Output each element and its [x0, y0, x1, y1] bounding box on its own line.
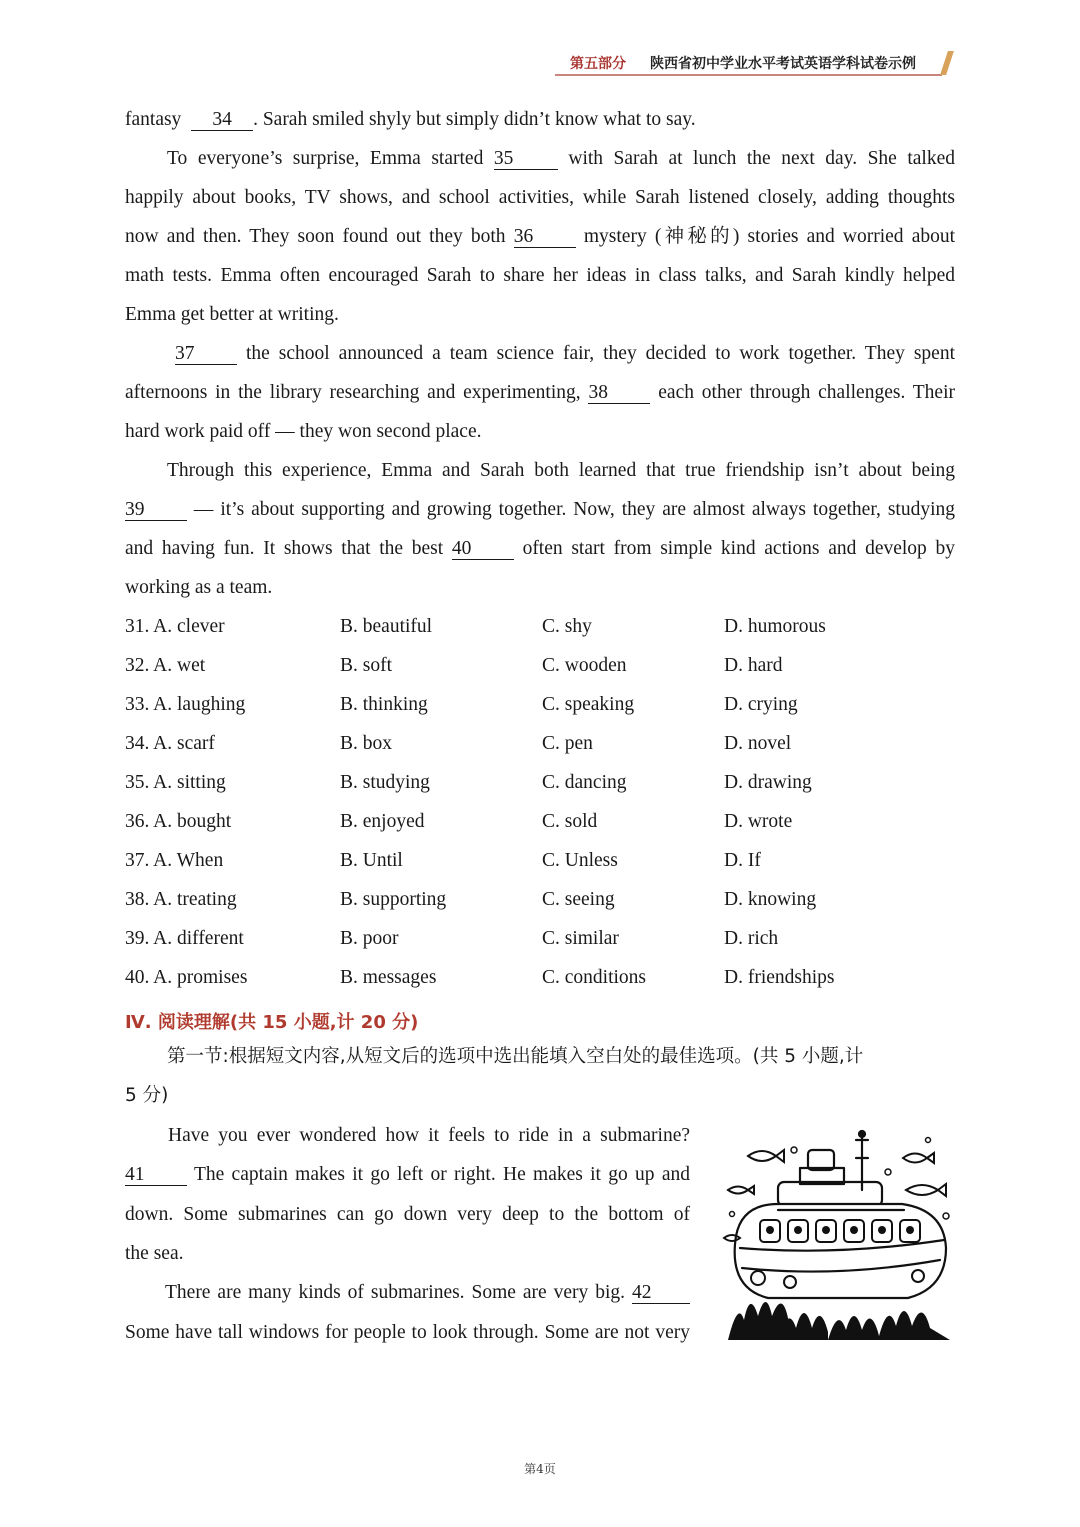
- option-37-c: C. Unless: [542, 850, 618, 871]
- header-accent: [940, 51, 954, 75]
- option-32-b: B. soft: [340, 655, 393, 676]
- instruction-text-cont: 5 分): [125, 1085, 169, 1106]
- section-label: 第五部分: [570, 56, 626, 72]
- reading-line: Some have tall windows for people to look through. Some are not very: [125, 1322, 690, 1343]
- passage-line: To everyone’s surprise, Emma started 35 with Sarah at lunch the next day. She talked: [167, 148, 955, 169]
- option-40-a: 40. A. promises: [125, 967, 248, 988]
- passage-line: math tests. Emma often encouraged Sarah to share her ideas in class talks, and Sarah kindly helped: [125, 265, 955, 286]
- option-38-d: D. knowing: [724, 889, 817, 910]
- option-34-b: B. box: [340, 733, 393, 754]
- option-37-b: B. Until: [340, 850, 403, 871]
- option-32-a: 32. A. wet: [125, 655, 206, 676]
- option-36-d: D. wrote: [724, 811, 793, 832]
- passage-line: Emma get better at writing.: [125, 304, 339, 325]
- header-title: 陕西省初中学业水平考试英语学科试卷示例: [650, 56, 916, 72]
- option-32-d: D. hard: [724, 655, 783, 676]
- passage-line: working as a team.: [125, 577, 273, 598]
- option-38-c: C. seeing: [542, 889, 615, 910]
- reading-line: down. Some submarines can go down very deep to the bottom of: [125, 1204, 690, 1225]
- passage-line: fantasy 34 . Sarah smiled shyly but simply didn’t know what to say.: [125, 109, 696, 130]
- passage-line: hard work paid off — they won second place.: [125, 421, 482, 442]
- instruction-text: 第一节:根据短文内容,从短文后的选项中选出能填入空白处的最佳选项。(共 5 小题,计: [167, 1046, 864, 1067]
- option-35-c: C. dancing: [542, 772, 627, 793]
- blank-40: 40: [452, 539, 514, 560]
- blank-42: 42: [632, 1283, 690, 1304]
- section-heading: Ⅳ. 阅读理解(共 15 小题,计 20 分): [125, 1012, 419, 1033]
- option-32-c: C. wooden: [542, 655, 627, 676]
- option-39-d: D. rich: [724, 928, 779, 949]
- option-37-d: D. If: [724, 850, 761, 871]
- option-34-d: D. novel: [724, 733, 792, 754]
- blank-41: 41: [125, 1165, 187, 1186]
- blank-34: 34: [191, 110, 253, 131]
- option-31-a: 31. A. clever: [125, 616, 225, 637]
- option-34-c: C. pen: [542, 733, 593, 754]
- option-35-d: D. drawing: [724, 772, 812, 793]
- option-31-c: C. shy: [542, 616, 592, 637]
- blank-39: 39: [125, 500, 187, 521]
- option-31-d: D. humorous: [724, 616, 826, 637]
- option-40-c: C. conditions: [542, 967, 647, 988]
- passage-line: happily about books, TV shows, and school activities, while Sarah listened closely, adding thoughts: [125, 187, 955, 208]
- passage-line: 39 — it’s about supporting and growing together. Now, they are almost always together, studying: [125, 499, 955, 520]
- option-33-a: 33. A. laughing: [125, 694, 246, 715]
- option-38-b: B. supporting: [340, 889, 447, 910]
- option-35-a: 35. A. sitting: [125, 772, 226, 793]
- reading-line: There are many kinds of submarines. Some are very big. 42: [125, 1281, 690, 1305]
- option-35-b: B. studying: [340, 772, 430, 793]
- reading-line: 41 The captain makes it go left or right. He makes it go up and: [125, 1164, 690, 1185]
- page-header: [555, 50, 950, 76]
- reading-line: the sea.: [125, 1243, 184, 1264]
- option-36-a: 36. A. bought: [125, 811, 232, 832]
- option-36-c: C. sold: [542, 811, 598, 832]
- option-38-a: 38. A. treating: [125, 889, 237, 910]
- reading-line: Have you ever wondered how it feels to ride in a submarine?: [168, 1125, 690, 1146]
- blank-37: 37: [175, 344, 237, 365]
- option-40-d: D. friendships: [724, 967, 835, 988]
- blank-38: 38: [588, 383, 650, 404]
- option-34-a: 34. A. scarf: [125, 733, 215, 754]
- page-number: 第4页: [524, 1462, 556, 1476]
- submarine-illustration: [718, 1128, 956, 1343]
- option-40-b: B. messages: [340, 967, 437, 988]
- header-rule: [555, 74, 942, 76]
- option-39-a: 39. A. different: [125, 928, 244, 949]
- option-33-d: D. crying: [724, 694, 798, 715]
- option-31-b: B. beautiful: [340, 616, 433, 637]
- passage-line: Through this experience, Emma and Sarah both learned that true friendship isn’t about being: [167, 460, 955, 481]
- blank-36: 36: [514, 227, 576, 248]
- option-39-c: C. similar: [542, 928, 619, 949]
- passage-line: 37 the school announced a team science fair, they decided to work together. They spent: [175, 343, 956, 364]
- option-33-b: B. thinking: [340, 694, 428, 715]
- blank-35: 35: [494, 149, 558, 170]
- passage-line: now and then. They soon found out they both 36 mystery (神秘的) stories and worried about: [125, 226, 956, 247]
- option-37-a: 37. A. When: [125, 850, 224, 871]
- option-39-b: B. poor: [340, 928, 399, 949]
- option-33-c: C. speaking: [542, 694, 635, 715]
- passage-line: afternoons in the library researching and experimenting, 38 each other through challenges. Their: [125, 382, 956, 403]
- passage-line: and having fun. It shows that the best 40 often start from simple kind actions and develop by: [125, 538, 955, 559]
- option-36-b: B. enjoyed: [340, 811, 425, 832]
